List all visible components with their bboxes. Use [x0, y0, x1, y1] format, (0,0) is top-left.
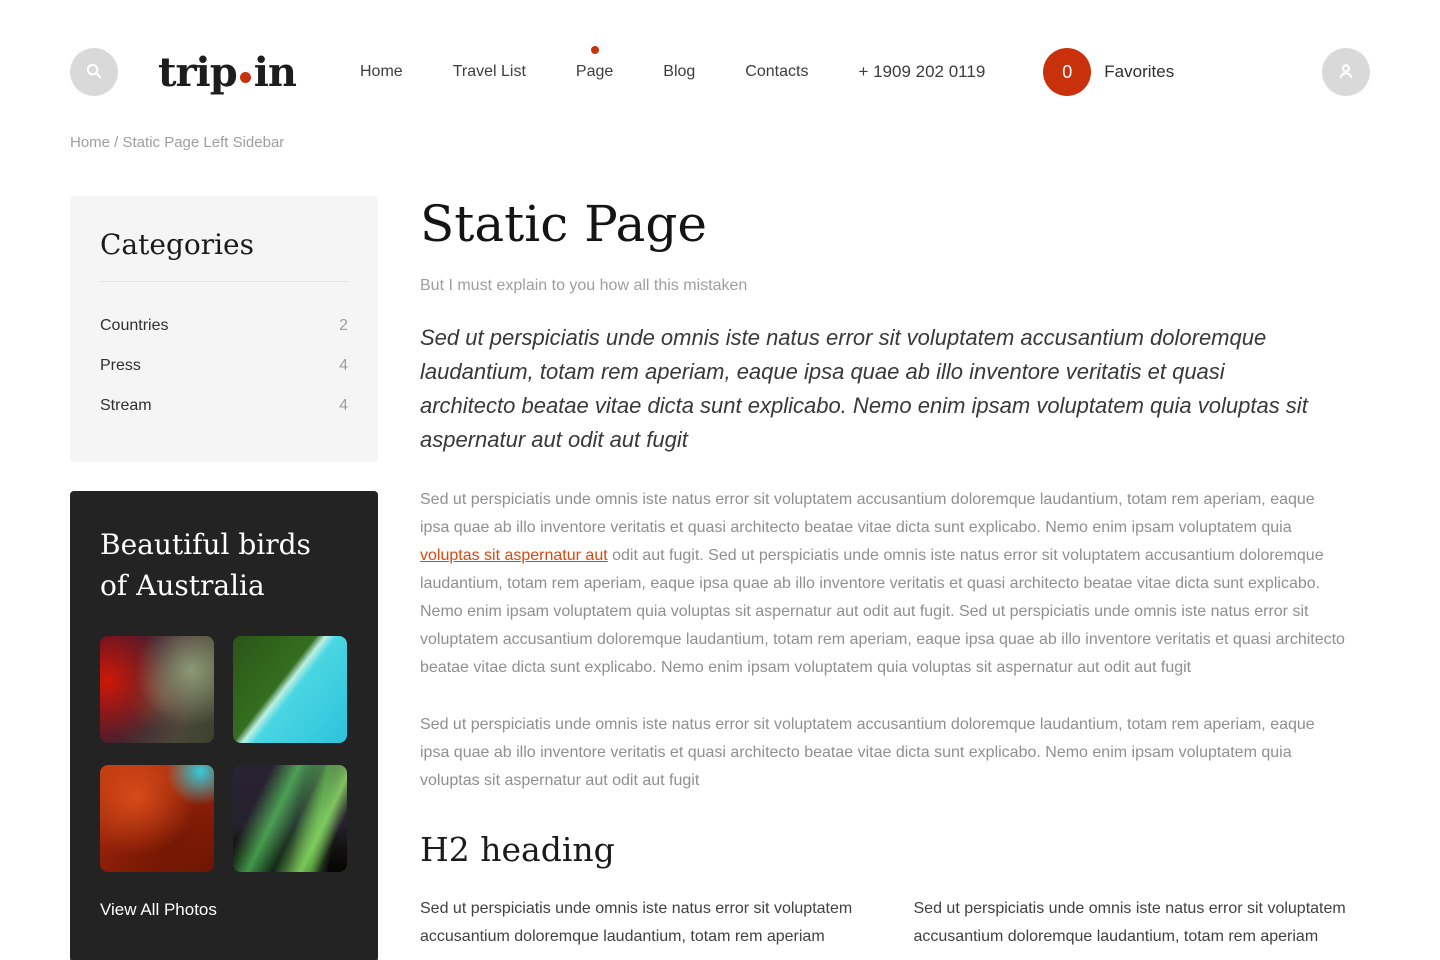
page-title: Static Page [420, 195, 707, 253]
logo-text-right: in [253, 48, 296, 96]
categories-widget [70, 196, 378, 462]
user-account-button[interactable] [1322, 48, 1370, 96]
forest-coast-photo[interactable] [233, 636, 347, 743]
logo[interactable] [158, 49, 296, 96]
category-label: Press [100, 357, 141, 374]
body-paragraph-2: Sed ut perspiciatis unde omnis iste natus error sit voluptatem accusantium doloremque laudantium, totam rem aperiam, eaque ipsa quae ab illo inventore veritatis et quasi architecto beatae vitae dicta sunt explicabo. Nemo enim ipsam voluptatem quia voluptas sit aspernatur aut odit aut fugit [420, 716, 1315, 789]
left-sidebar [70, 196, 378, 960]
category-label: Stream [100, 397, 152, 414]
gallery-title: Beautiful birds of Australia [100, 528, 311, 602]
column-right-text: Sed ut perspiciatis unde omnis iste natus error sit voluptatem accusantium doloremque laudantium, totam rem aperiam [913, 900, 1346, 945]
red-canyon-photo[interactable] [100, 765, 214, 872]
hummingbird-photo[interactable] [100, 636, 214, 743]
search-icon [83, 60, 105, 85]
page-subtitle: But I must explain to you how all this mistaken [420, 277, 748, 294]
paragraph-text: Sed ut perspiciatis unde omnis iste natus error sit voluptatem accusantium doloremque laudantium, totam rem aperiam, eaque ipsa quae ab illo inventore veritatis et quasi architecto beatae vitae dicta sunt explicabo. Nemo enim ipsam voluptatem quia [420, 491, 1315, 536]
breadcrumb[interactable]: Home / Static Page Left Sidebar [70, 134, 285, 151]
favorites-label: Favorites [1104, 62, 1175, 81]
active-nav-dot-icon [591, 46, 599, 54]
categories-title: Categories [100, 228, 254, 261]
lead-paragraph: Sed ut perspiciatis unde omnis iste natus error sit voluptatem accusantium doloremque laudantium, totam rem aperiam, eaque ipsa quae ab illo inventore veritatis et quasi architecto beatae vitae dicta sunt explicabo. Nemo enim ipsam voluptatem quia voluptas sit aspernatur aut odit aut fugit [420, 325, 1308, 452]
search-button[interactable] [70, 48, 118, 96]
category-item-stream[interactable] [100, 386, 348, 426]
divider [100, 281, 348, 282]
favorites-button[interactable] [1043, 48, 1174, 96]
content-area [0, 151, 1440, 960]
two-column-section [420, 895, 1347, 951]
inline-text-link[interactable]: voluptas sit aspernatur aut [420, 547, 608, 564]
nav-item-blog[interactable]: Blog [663, 63, 696, 80]
user-icon [1334, 59, 1358, 86]
nav-item-travel-list[interactable]: Travel List [452, 63, 526, 80]
view-all-photos-link[interactable]: View All Photos [100, 900, 217, 920]
nav-item-home[interactable]: Home [360, 63, 403, 80]
header [0, 0, 1440, 120]
category-label: Countries [100, 317, 169, 334]
nav-item-page[interactable] [576, 63, 613, 81]
category-item-press[interactable] [100, 346, 348, 386]
nav-item-page-label: Page [575, 63, 614, 80]
nav-item-contacts[interactable]: Contacts [745, 63, 809, 80]
paragraph-text: odit aut fugit. Sed ut perspiciatis unde omnis iste natus error sit voluptatem accusantium doloremque laudantium, totam rem aperiam, eaque ipsa quae ab illo inventore veritatis et quasi architecto beatae vitae dicta sunt explicabo. Nemo enim ipsam voluptatem quia voluptas sit aspernatur aut odit aut fugit. Sed ut perspiciatis unde omnis iste natus error sit voluptatem accusantium doloremque laudantium, totam rem aperiam, eaque ipsa quae ab illo inventore veritatis et quasi architecto beatae vitae dicta sunt explicabo. Nemo enim ipsam voluptatem quia voluptas sit aspernatur aut odit aut fugit [420, 547, 1345, 676]
photo-grid [100, 636, 348, 872]
logo-text-left: trip [158, 48, 237, 96]
phone-number[interactable]: + 1909 202 0119 [858, 62, 986, 81]
h2-heading: H2 heading [420, 830, 615, 869]
category-count: 4 [339, 357, 348, 374]
category-item-countries[interactable] [100, 306, 348, 346]
favorites-count-badge: 0 [1043, 48, 1091, 96]
photo-gallery-widget [70, 491, 378, 960]
body-paragraph-1 [420, 486, 1347, 682]
article [420, 196, 1347, 960]
aurora-photo[interactable] [233, 765, 347, 872]
logo-dot-icon [240, 72, 251, 83]
category-count: 4 [339, 397, 348, 414]
category-count: 2 [339, 317, 348, 334]
main-nav [360, 63, 808, 81]
column-left-text: Sed ut perspiciatis unde omnis iste natus error sit voluptatem accusantium doloremque laudantium, totam rem aperiam [420, 900, 853, 945]
